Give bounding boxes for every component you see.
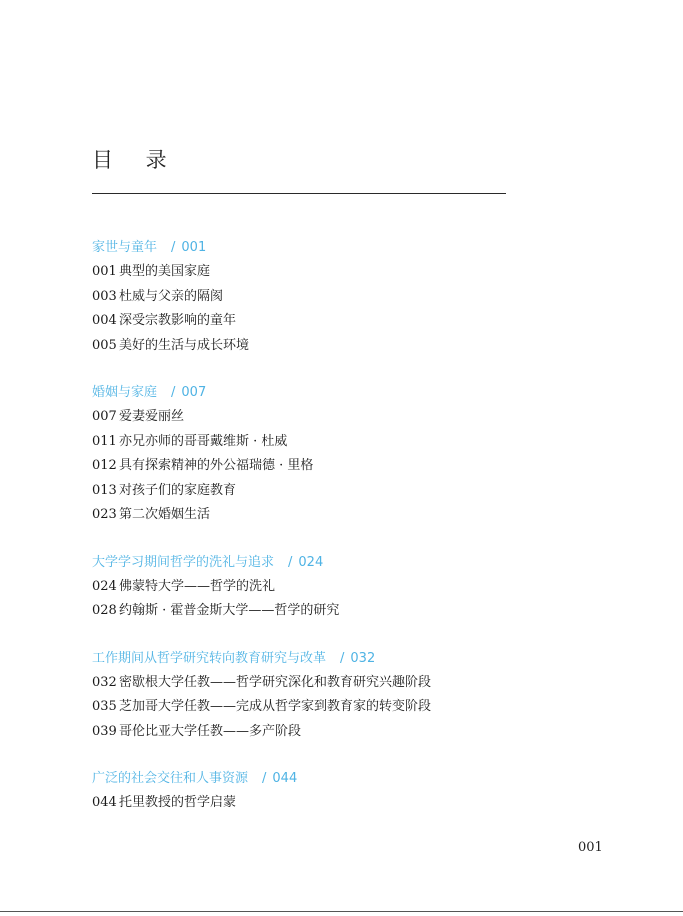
entry-title: 佛蒙特大学——哲学的洗礼 [119,578,276,594]
toc-section [92,551,612,624]
entry-page: 044 [92,795,117,810]
toc-entry[interactable] [92,260,612,285]
section-page: 024 [298,554,324,570]
title-divider [92,193,506,194]
toc-entry[interactable] [92,599,612,624]
entry-page: 024 [92,578,117,594]
entry-page: 005 [92,337,117,353]
section-title: 家世与童年 [92,240,158,255]
page-bottom-edge [0,911,683,912]
entry-title: 杜威与父亲的隔阂 [119,288,224,304]
entry-title: 约翰斯 · 霍普金斯大学——哲学的研究 [119,603,340,618]
toc-entry[interactable] [92,430,612,455]
toc-entry[interactable] [92,503,612,528]
section-title: 大学学习期间哲学的洗礼与追求 [92,554,275,570]
section-gap [92,624,612,647]
toc-entry[interactable] [92,405,612,430]
section-heading[interactable] [92,236,612,260]
section-gap [92,744,612,767]
entry-title: 爱妻爱丽丝 [119,409,185,424]
entry-page: 028 [92,603,117,618]
toc-entry[interactable] [92,575,612,600]
section-page: 032 [350,650,376,666]
entry-page: 039 [92,723,117,739]
entry-title: 密歇根大学任教——哲学研究深化和教育研究兴趣阶段 [119,674,432,690]
toc-entry[interactable] [92,309,612,334]
entry-title: 芝加哥大学任教——完成从哲学家到教育家的转变阶段 [119,699,432,714]
toc-entry[interactable] [92,791,612,816]
entry-page: 004 [92,313,117,328]
toc-entry[interactable] [92,285,612,310]
section-page: 044 [272,771,298,786]
toc-section [92,647,612,745]
entry-title: 哥伦比亚大学任教——多产阶段 [119,723,302,739]
entry-page: 011 [92,433,117,449]
section-slash: / [262,771,267,786]
entry-page: 007 [92,409,117,424]
entry-title: 对孩子们的家庭教育 [119,482,237,498]
section-slash: / [171,240,176,255]
toc-section [92,381,612,528]
section-page: 007 [181,385,207,400]
toc-section [92,767,612,816]
section-title: 广泛的社会交往和人事资源 [92,771,249,786]
toc-entry[interactable] [92,334,612,359]
entry-page: 035 [92,699,117,714]
section-gap [92,528,612,551]
entry-title: 具有探索精神的外公福瑞德 · 里格 [119,458,314,473]
entry-title: 美好的生活与成长环境 [119,337,250,353]
entry-title: 深受宗教影响的童年 [119,313,237,328]
entry-page: 023 [92,507,117,522]
entry-page: 012 [92,458,117,473]
table-of-contents [92,236,612,816]
section-slash: / [340,650,345,666]
entry-page: 013 [92,482,117,498]
section-title: 工作期间从哲学研究转向教育研究与改革 [92,650,327,666]
section-heading[interactable] [92,647,612,671]
section-slash: / [171,385,176,400]
entry-title: 第二次婚姻生活 [119,507,211,522]
section-slash: / [288,554,293,570]
entry-title: 典型的美国家庭 [119,264,211,279]
toc-entry[interactable] [92,720,612,745]
toc-entry[interactable] [92,695,612,720]
entry-page: 032 [92,674,117,690]
section-heading[interactable] [92,381,612,405]
entry-page: 003 [92,288,117,304]
section-heading[interactable] [92,767,612,791]
entry-title: 亦兄亦师的哥哥戴维斯 · 杜威 [119,433,288,449]
entry-title: 托里教授的哲学启蒙 [119,795,237,810]
section-heading[interactable] [92,551,612,575]
page-number: 001 [578,840,603,855]
section-title: 婚姻与家庭 [92,385,158,400]
toc-entry[interactable] [92,671,612,696]
toc-section [92,236,612,358]
toc-entry[interactable] [92,454,612,479]
page-title: 目 录 [92,148,180,172]
entry-page: 001 [92,264,117,279]
section-page: 001 [181,240,207,255]
section-gap [92,358,612,381]
toc-entry[interactable] [92,479,612,504]
